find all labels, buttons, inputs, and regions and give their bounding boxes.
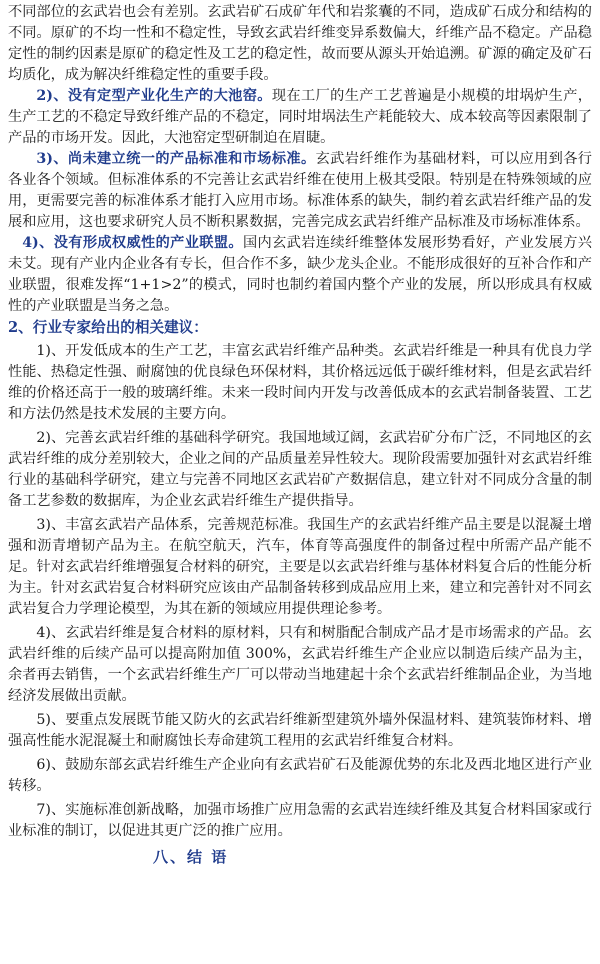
suggestion-2: 2)、完善玄武岩纤维的基础科学研究。我国地域辽阔，玄武岩矿分布广泛，不同地区的玄武岩纤维的成分差别较大，企业之间的产品质量差异性较大。现阶段需要加强针对玄武岩纤维行业的基础科学研究，建立与完善不同地区玄武岩矿产数据信息，建立针对不同成分含量的制备工艺参数的数据库，为企业玄武岩纤维生产提供指导。 — [8, 430, 592, 509]
paragraph-point-2 — [8, 86, 592, 149]
suggestion-7: 7)、实施标准创新战略，加强市场推广应用急需的玄武岩连续纤维及其复合材料国家或行业标准的制订，以促进其更广泛的推广应用。 — [8, 802, 592, 839]
point-2-heading: 2)、没有定型产业化生产的大池窑。 — [36, 88, 272, 104]
section-heading-expert-advice: 2、行业专家给出的相关建议： — [8, 319, 208, 336]
point-4-text: 国内玄武岩连续纤维整体发展形势看好，产业发展方兴未艾。现有产业内企业各有专长，但合作不多，缺少龙头企业。不能形成很好的互补合作和产业联盟，很难发挥“1+1>2”的模式，同时也制约着国内整个产业的发展，所以形成具有权威性的产业联盟是当务之急。 — [8, 235, 592, 314]
suggestion-1: 1)、开发低成本的生产工艺，丰富玄武岩纤维产品种类。玄武岩纤维是一种具有优良力学性能、热稳定性强、耐腐蚀的优良绿色环保材料，其价格远远低于碳纤维材料，但是玄武岩纤维的价格还高于一般的玻璃纤维。未来一段时间内开发与改善低成本的玄武岩制备装置、工艺和方法仍然是技术发展的主要方向。 — [8, 343, 592, 422]
paragraph-ore-stability: 不同部位的玄武岩也会有差别。玄武岩矿石成矿年代和岩浆囊的不同，造成矿石成分和结构的不同。原矿的不均一性和不稳定性，导致玄武岩纤维变异系数偏大，纤维产品不稳定。产品稳定性的制约因素是原矿的稳定性及工艺的稳定性，故而要从源头开始追溯。矿源的确定及矿石均质化，成为解决纤维稳定性的重要手段。 — [8, 4, 592, 83]
section-heading-conclusion: 八、结 语 — [153, 848, 229, 866]
suggestion-4: 4)、玄武岩纤维是复合材料的原材料，只有和树脂配合制成产品才是市场需求的产品。玄武岩纤维的后续产品可以提高附加值 300%，玄武岩纤维生产企业应以制造后续产品为主，余者再去销售，一个玄武岩纤维生产厂可以带动当地建起十余个玄武岩纤维制品企业，为当地经济发展做出贡献。 — [8, 625, 592, 704]
paragraph-point-4 — [8, 233, 592, 317]
point-2-text: 现在工厂的生产工艺普遍是小规模的坩埚炉生产，生产工艺的不稳定导致纤维产品的不稳定，同时坩埚法生产耗能较大、成本较高等因素限制了产品的市场开发。因此，大池窑定型研制迫在眉睫。 — [8, 88, 592, 146]
paragraph-point-3 — [8, 149, 592, 233]
suggestion-6: 6)、鼓励东部玄武岩纤维生产企业向有玄武岩矿石及能源优势的东北及西北地区进行产业转移。 — [8, 757, 592, 794]
suggestion-5: 5)、要重点发展既节能又防火的玄武岩纤维新型建筑外墙外保温材料、建筑装饰材料、增强高性能水泥混凝土和耐腐蚀长寿命建筑工程用的玄武岩纤维复合材料。 — [8, 712, 592, 749]
point-3-text: 玄武岩纤维作为基础材料，可以应用到各行各业各个领域。但标准体系的不完善让玄武岩纤维在使用上极其受限。特别是在特殊领域的应用，更需要完善的标准体系才能打入应用市场。标准体系的缺失，制约着玄武岩纤维产品的发展和应用，这也要求研究人员不断积累数据，完善完成玄武岩纤维产品标准及市场标准体系。 — [8, 151, 592, 230]
point-3-heading: 3)、尚未建立统一的产品标准和市场标准。 — [36, 151, 316, 167]
point-4-heading: 4)、没有形成权威性的产业联盟。 — [22, 235, 243, 251]
suggestion-3: 3)、丰富玄武岩产品体系，完善规范标准。我国生产的玄武岩纤维产品主要是以混凝土增强和沥青增韧产品为主。在航空航天，汽车，体育等高强度件的制备过程中所需产品产能不足。针对玄武岩纤维增强复合材料的研究，主要是以玄武岩纤维与基体材料复合后的性能分析为主。针对玄武岩复合材料研究应该由产品制备转移到成品应用上来，建立和完善针对不同玄武岩复合力学理论模型，为其在新的领域应用提供理论参考。 — [8, 517, 592, 617]
